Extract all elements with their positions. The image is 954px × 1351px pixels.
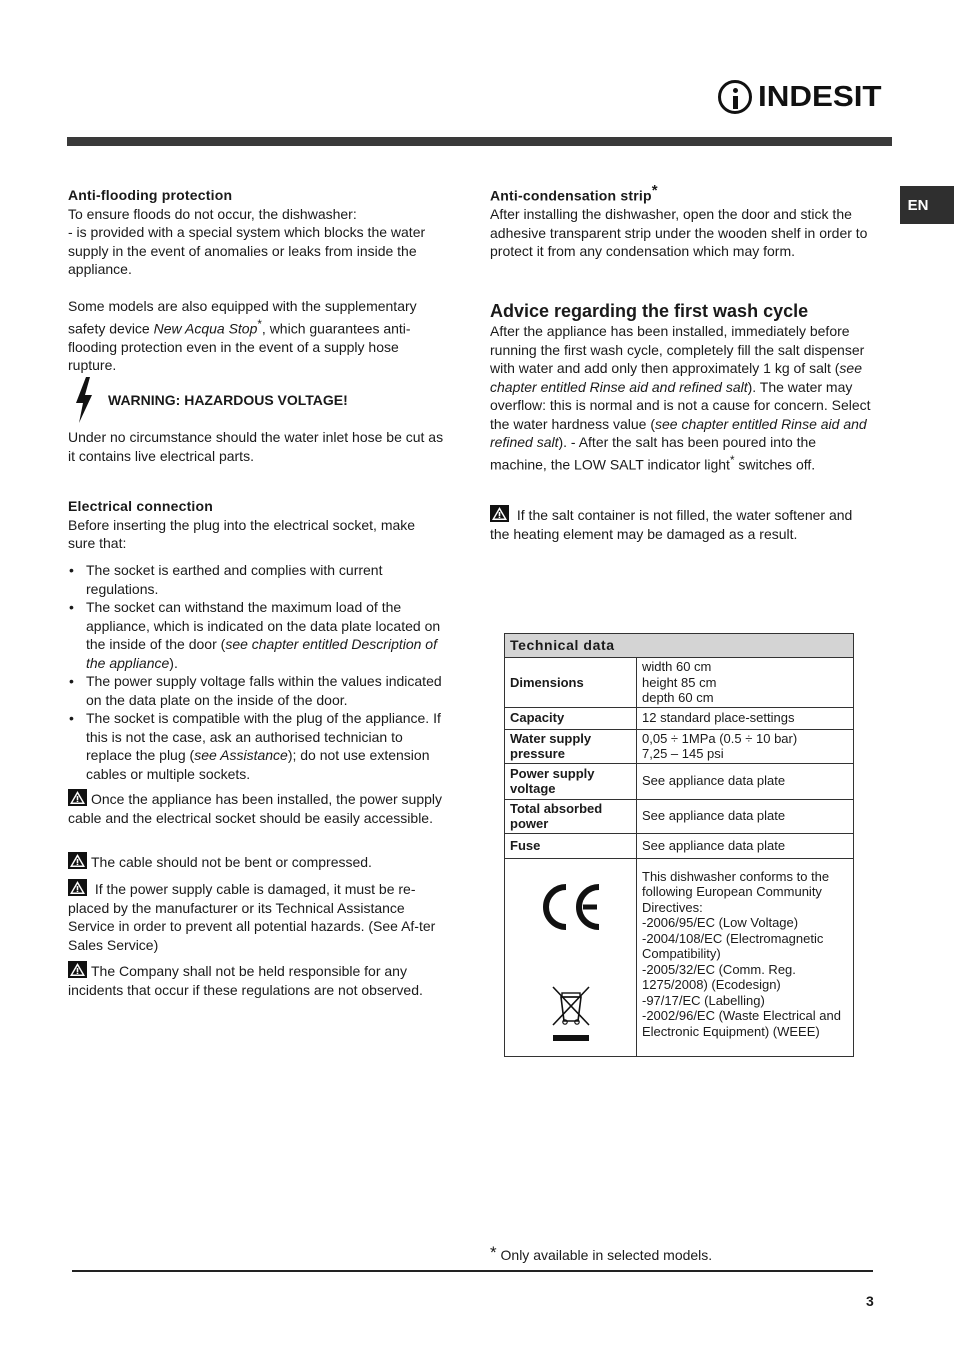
pressure-bar: 0,05 ÷ 1MPa (0.5 ÷ 10 bar) <box>642 730 798 746</box>
antiflood-p1: To ensure floods do not occur, the dishwasher: <box>68 205 357 222</box>
footnote-star: * <box>257 317 262 331</box>
row-label: Capacity <box>505 707 637 729</box>
warning-triangle-icon <box>68 961 87 978</box>
note-accessible <box>68 789 446 827</box>
weee-bin-icon <box>549 985 593 1043</box>
row-value: See appliance data plate <box>637 763 854 799</box>
dim-depth: depth 60 cm <box>642 690 714 705</box>
list-item <box>68 709 446 783</box>
table-row <box>505 658 854 708</box>
anticondensation-text: After installing the dishwasher, open the door and stick the adhesive transparent strip under the wooden shelf in order to protect it from any condensation which may form. <box>490 206 868 260</box>
warning-text-block <box>68 428 446 465</box>
row-value <box>637 658 854 708</box>
brand-name: INDESIT <box>758 80 882 113</box>
antiflood-p3b: , which guarantees anti-flooding protection even in the event of a supply hose rupture. <box>68 320 411 374</box>
header-divider <box>67 137 892 146</box>
list-item <box>68 598 446 672</box>
row-label: Fuse <box>505 833 637 858</box>
note-text: If the power supply cable is damaged, it must be re-placed by the manufacturer or its Technical Assistance Service in order to prevent all potential hazards. (See Af-ter Sales Service) <box>68 881 436 953</box>
bullet-text: The socket can withstand the maximum load of the appliance, which is indicated on the data plate located on the inside of the door ( <box>86 599 441 652</box>
footnote <box>490 1243 712 1263</box>
row-label: Water supply pressure <box>505 729 637 763</box>
advice-ref: see chapter entitled Rinse aid and refined salt <box>490 360 862 395</box>
footnote-star: * <box>490 1243 497 1262</box>
anticondensation-title: Anti-condensation strip <box>490 187 652 204</box>
first-wash-section <box>490 300 874 474</box>
warning-triangle-icon <box>68 789 87 806</box>
antiflood-section <box>68 186 446 279</box>
salt-warning-text: If the salt container is not filled, the water softener and the heating element may be damaged as a result. <box>490 507 853 542</box>
brand-logo-mark-icon <box>718 80 752 114</box>
conformity-cell <box>637 858 854 1056</box>
table-row <box>505 799 854 833</box>
first-wash-title: Advice regarding the first wash cycle <box>490 301 809 321</box>
row-label: Power supply voltage <box>505 763 637 799</box>
pressure-psi: 7,25 – 145 psi <box>642 746 724 761</box>
language-tab: EN <box>900 186 954 224</box>
row-label: Dimensions <box>505 658 637 708</box>
table-row <box>505 833 854 858</box>
voltage-warning <box>72 377 348 423</box>
list-item: • The socket is earthed and complies with current regulations. <box>68 561 446 598</box>
note-text: The cable should not be bent or compressed. <box>91 854 372 870</box>
dim-width: width 60 cm <box>642 659 712 674</box>
antiflood-p3a: Some models are also equipped with the supplementary safety device <box>68 298 417 337</box>
note-damaged-cable <box>68 879 446 954</box>
bullet-text: ). <box>169 654 178 671</box>
antiflood-acquastop <box>68 297 446 375</box>
directive-item: -2004/108/EC (Electromagnetic Compatibility) <box>642 930 824 961</box>
warning-triangle-icon <box>68 879 87 896</box>
row-value <box>637 729 854 763</box>
advice-text: After the appliance has been installed, immediately before running the first wash cycle, completely fill the salt dispenser with water and add only then approximately 1 kg of salt ( <box>490 323 865 376</box>
directive-item: -2002/96/EC (Waste Electrical and Electronic Equipment) (WEEE) <box>642 1008 841 1039</box>
acquastop-name: New Acqua Stop <box>153 320 258 337</box>
note-text: Once the appliance has been installed, the power supply cable and the electrical socket should be easily accessible. <box>68 791 443 826</box>
electrical-intro: Before inserting the plug into the electrical socket, make sure that: <box>68 516 416 551</box>
advice-text: ). The water may overflow: this is normal and is not a cause for concern. Select the water hardness value ( <box>490 378 871 432</box>
warning-triangle-icon <box>68 852 87 869</box>
page-number: 3 <box>866 1293 874 1309</box>
table-row <box>505 763 854 799</box>
bullet-text: The socket is compatible with the plug of the appliance. If this is not the case, ask an authorised technician to replace the plug ( <box>86 710 441 763</box>
conformity-intro: This dishwasher conforms to the following European Community Directives: <box>642 868 830 915</box>
row-value: See appliance data plate <box>637 799 854 833</box>
marks-cell <box>505 858 637 1056</box>
list-item: • The power supply voltage falls within the values indicated on the data plate on the inside of the door. <box>68 672 446 709</box>
table-row <box>505 858 854 1056</box>
note-liability <box>68 961 446 999</box>
warning-title: WARNING: HAZARDOUS VOLTAGE! <box>108 392 348 408</box>
technical-data-table <box>504 633 854 1057</box>
antiflood-title: Anti-flooding protection <box>68 187 233 203</box>
warning-text: Under no circumstance should the water inlet hose be cut as it contains live electrical parts. <box>68 429 444 464</box>
bullet-ref: see Assistance <box>194 747 288 763</box>
table-header: Technical data <box>505 634 854 658</box>
row-value: 12 standard place-settings <box>637 707 854 729</box>
antiflood-p2: - is provided with a special system which blocks the water supply in the event of anomalies or leaks from inside the appliance. <box>68 224 426 277</box>
directive-item: -97/17/EC (Labelling) <box>642 992 765 1008</box>
advice-ref: see chapter entitled Rinse aid and refined salt <box>490 415 867 450</box>
electrical-checklist <box>68 561 446 783</box>
advice-text: ). - After the salt has been poured into the machine, the LOW SALT indicator light <box>490 434 817 473</box>
anticondensation-section <box>490 182 874 261</box>
electrical-section <box>68 497 446 553</box>
directive-item: -2005/32/EC (Comm. Reg. 1275/2008) (Ecodesign) <box>642 961 796 992</box>
footnote-star: * <box>729 453 735 467</box>
dim-height: height 85 cm <box>642 674 717 690</box>
bullet-ref: see chapter entitled Description of the appliance <box>86 636 437 671</box>
footnote-text: Only available in selected models. <box>496 1247 713 1263</box>
lightning-bolt-icon <box>72 377 96 423</box>
bullet-text: ); do not use extension cables or multiple sockets. <box>86 747 430 782</box>
ce-mark-icon <box>539 879 603 935</box>
directive-item: -2006/95/EC (Low Voltage) <box>642 915 799 930</box>
note-text: The Company shall not be held responsible for any incidents that occur if these regulations are not observed. <box>68 963 423 998</box>
warning-triangle-icon <box>490 505 509 522</box>
brand-logo <box>718 78 882 116</box>
advice-text: switches off. <box>734 456 816 473</box>
footnote-star: * <box>651 182 658 199</box>
note-bent <box>68 852 446 872</box>
footer-divider <box>72 1270 873 1272</box>
table-row <box>505 729 854 763</box>
row-label: Total absorbed power <box>505 799 637 833</box>
row-value: See appliance data plate <box>637 833 854 858</box>
electrical-title: Electrical connection <box>68 498 214 514</box>
table-row <box>505 707 854 729</box>
salt-warning <box>490 505 874 543</box>
